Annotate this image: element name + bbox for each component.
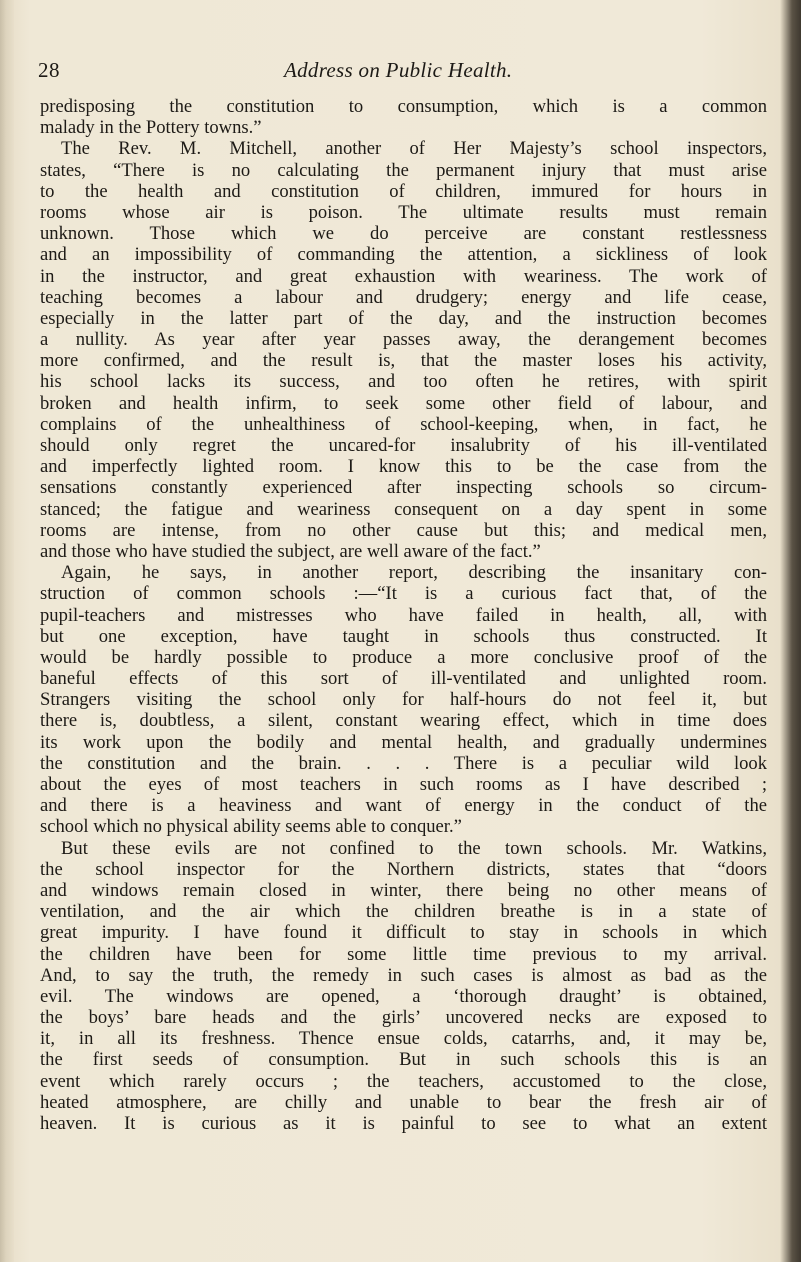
text-line: great impurity. I have found it difficult to stay in schools in which — [40, 922, 767, 944]
text-line: and an impossibility of commanding the attention, a sickliness of look — [40, 244, 767, 266]
text-line: school which no physical ability seems able to conquer.” — [40, 816, 462, 838]
text-line: the children have been for some little time previous to my arrival. — [40, 943, 767, 965]
text-line: its work upon the bodily and mental health, and gradually undermines — [40, 731, 767, 753]
text-line: and those who have studied the subject, are well aware of the fact.” — [40, 540, 541, 562]
running-title: Address on Public Health. — [284, 58, 513, 82]
text-line: heated atmosphere, are chilly and unable to bear the fresh air of — [40, 1091, 767, 1113]
text-line: But these evils are not confined to the town schools. Mr. Watkins, — [61, 837, 767, 859]
page-header — [0, 58, 801, 88]
text-line: in the instructor, and great exhaustion with weariness. The work of — [40, 265, 767, 287]
text-line: unknown. Those which we do perceive are constant restlessness — [40, 223, 767, 245]
text-line: would be hardly possible to produce a more conclusive proof of the — [40, 646, 767, 668]
text-line: and imperfectly lighted room. I know this to be the case from the — [40, 456, 767, 478]
body-text — [40, 96, 767, 1134]
page-number: 28 — [38, 58, 60, 82]
text-line: malady in the Pottery towns.” — [40, 117, 262, 139]
text-line: struction of common schools :—“It is a curious fact that, of the — [40, 583, 767, 605]
text-line: broken and health infirm, to seek some other field of labour, and — [40, 392, 767, 414]
text-line: but one exception, have taught in schools thus constructed. It — [40, 625, 767, 647]
text-line: predisposing the constitution to consumption, which is a common — [40, 96, 767, 117]
text-line: Strangers visiting the school only for half-hours do not feel it, but — [40, 689, 767, 711]
text-line: there is, doubtless, a silent, constant wearing effect, which in time does — [40, 710, 767, 732]
text-line: states, “There is no calculating the permanent injury that must arise — [40, 159, 767, 181]
text-line: rooms are intense, from no other cause but this; and medical men, — [40, 519, 767, 541]
text-line: complains of the unhealthiness of school-keeping, when, in fact, he — [40, 413, 767, 435]
text-line: especially in the latter part of the day, and the instruction becomes — [40, 307, 767, 329]
text-line: event which rarely occurs ; the teachers, accustomed to the close, — [40, 1070, 767, 1092]
text-line: a nullity. As year after year passes away, the derangement becomes — [40, 329, 767, 351]
text-line: baneful effects of this sort of ill-ventilated and unlighted room. — [40, 668, 767, 690]
text-line: his school lacks its success, and too often he retires, with spirit — [40, 371, 767, 393]
text-line: And, to say the truth, the remedy in such cases is almost as bad as the — [40, 964, 767, 986]
text-line: the constitution and the brain. . . . There is a peculiar wild look — [40, 752, 767, 774]
text-line: stanced; the fatigue and weariness consequent on a day spent in some — [40, 498, 767, 520]
text-line: sensations constantly experienced after inspecting schools so circum- — [40, 477, 767, 499]
text-line: teaching becomes a labour and drudgery; energy and life cease, — [40, 286, 767, 308]
text-line: ventilation, and the air which the children breathe is in a state of — [40, 901, 767, 923]
text-line: to the health and constitution of children, immured for hours in — [40, 180, 767, 202]
text-line: about the eyes of most teachers in such rooms as I have described ; — [40, 774, 767, 795]
text-line: should only regret the uncared-for insalubrity of his ill-ventilated — [40, 435, 767, 456]
text-line: the first seeds of consumption. But in such schools this is an — [40, 1049, 767, 1071]
page-gutter-edge — [0, 0, 14, 1262]
text-line: more confirmed, and the result is, that the master loses his activity, — [40, 350, 767, 372]
text-line: Again, he says, in another report, describing the insanitary con- — [61, 562, 767, 584]
text-line: evil. The windows are opened, a ‘thorough draught’ is obtained, — [40, 985, 767, 1007]
text-line: and windows remain closed in winter, there being no other means of — [40, 879, 767, 901]
text-line: and there is a heaviness and want of energy in the conduct of the — [40, 795, 767, 817]
text-line: pupil-teachers and mistresses who have failed in health, all, with — [40, 604, 767, 626]
text-line: the boys’ bare heads and the girls’ uncovered necks are exposed to — [40, 1007, 767, 1029]
text-line: it, in all its freshness. Thence ensue colds, catarrhs, and, it may be, — [40, 1028, 767, 1050]
text-line: the school inspector for the Northern districts, states that “doors — [40, 858, 767, 880]
text-line: rooms whose air is poison. The ultimate results must remain — [40, 201, 767, 223]
text-line: The Rev. M. Mitchell, another of Her Majesty’s school inspectors, — [61, 138, 767, 160]
text-line: heaven. It is curious as it is painful to see to what an extent — [40, 1113, 767, 1134]
